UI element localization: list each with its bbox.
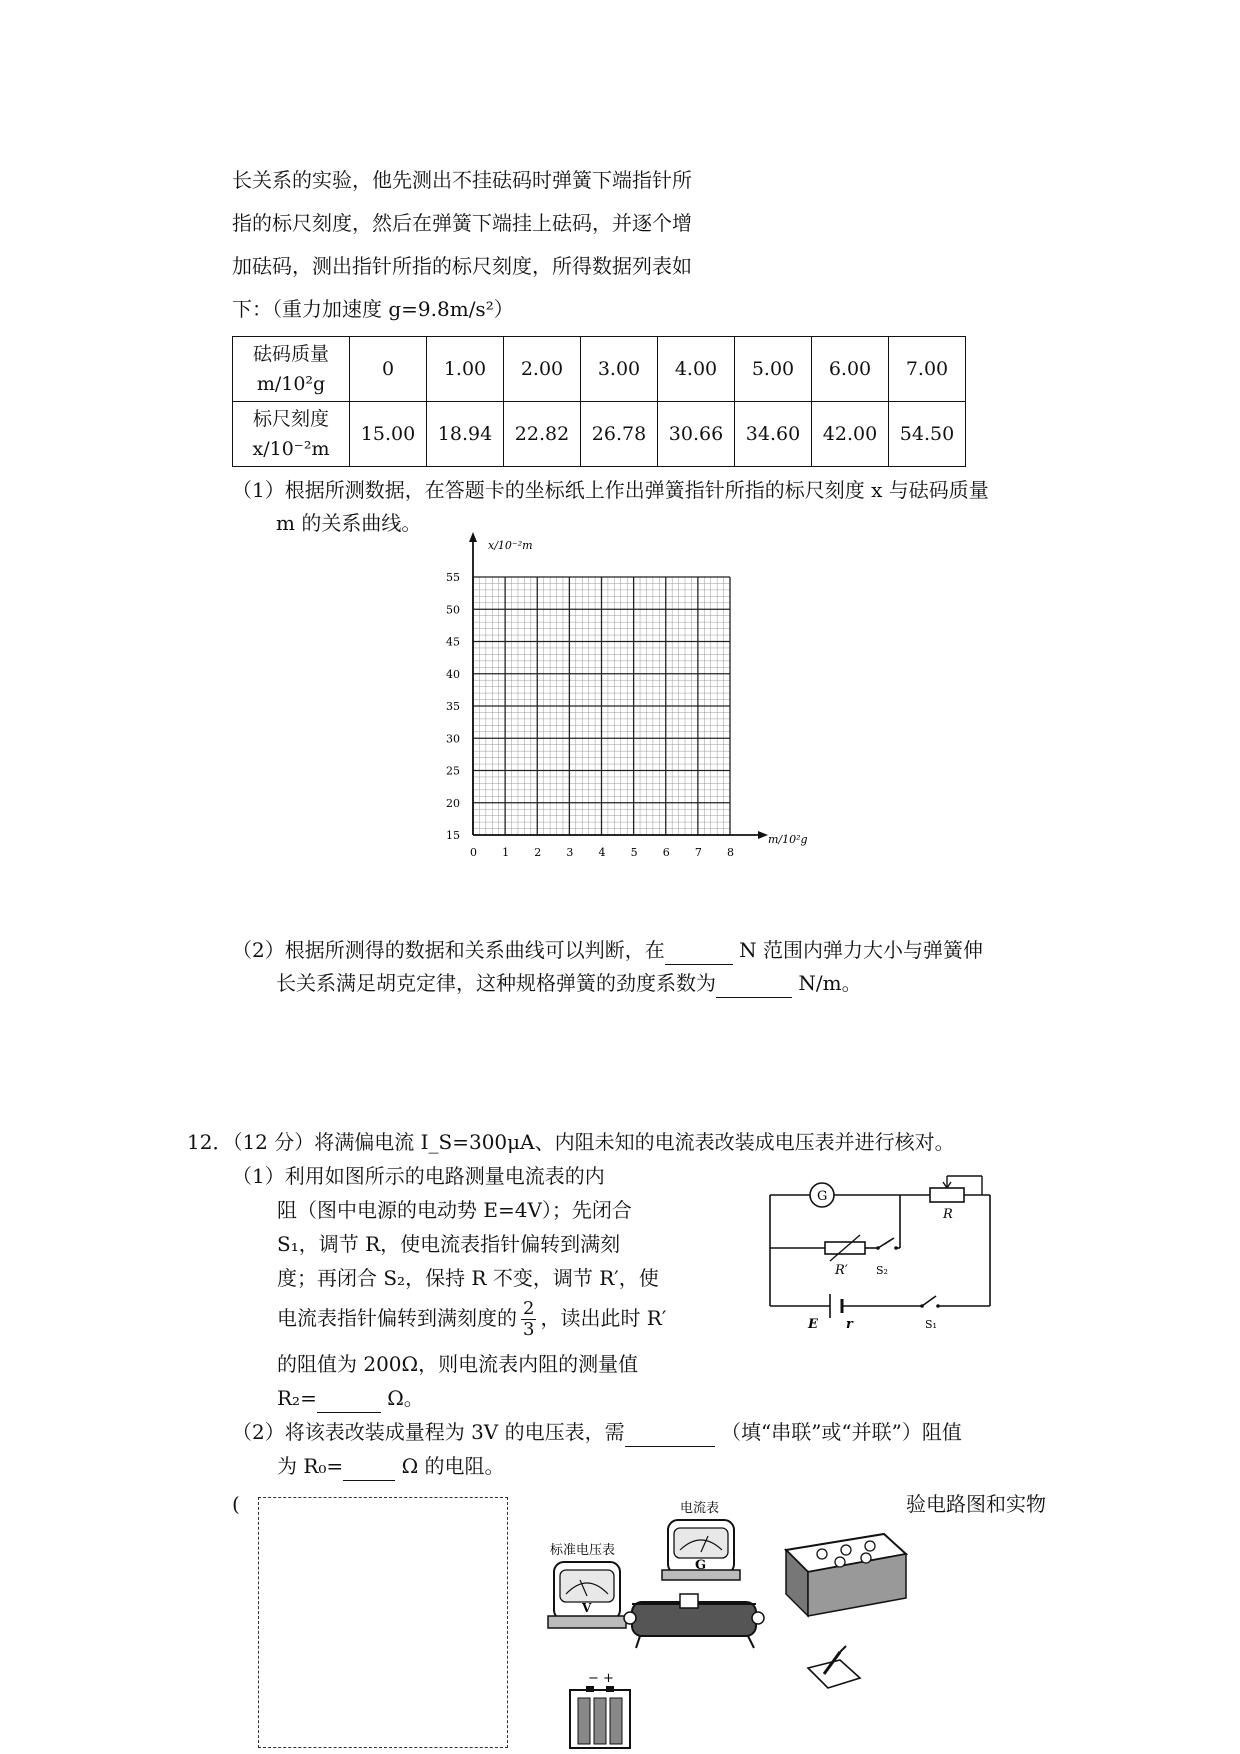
x-tick-label: 8 — [727, 846, 734, 859]
voltmeter-label: 标准电压表 — [550, 1543, 616, 1558]
x-axis-label: m/10²g — [768, 833, 808, 846]
q12-p1-line-6: 的阻值为 200Ω，则电流表内阻的测量值 — [277, 1352, 639, 1376]
y-tick-label: 30 — [446, 732, 460, 746]
y-tick-label: 35 — [446, 700, 460, 713]
slide-rheostat-icon — [624, 1594, 764, 1648]
equipment-illustration — [540, 1490, 910, 1750]
q12-title: 12．（12 分）将满偏电流 I_S=300μA、内阻未知的电流表改装成电压表并进行核对。 — [187, 1130, 955, 1154]
intro-line-4: 下：（重力加速度 g=9.8m/s²） — [232, 297, 514, 321]
q12-p3-end: 验电路图和实物 — [906, 1492, 1046, 1516]
intro-line-3: 加砝码，测出指针所指的标尺刻度，所得数据列表如 — [232, 254, 692, 278]
q12-p1-line-3: S₁，调节 R，使电流表指针偏转到满刻 — [277, 1232, 621, 1256]
q1-line-1: （1）根据所测数据，在答题卡的坐标纸上作出弹簧指针所指的标尺刻度 x 与砝码质量 — [232, 478, 989, 502]
switch1-symbol — [922, 1296, 936, 1306]
answer-blank-stiffness[interactable] — [716, 969, 792, 998]
battery-signs: − + — [588, 1671, 614, 1686]
scale-header: 标尺刻度 x/10⁻²m — [233, 402, 350, 467]
x-tick-label: 4 — [598, 846, 606, 859]
q12-p1-line-1: （1）利用如图所示的电路测量电流表的内 — [232, 1164, 605, 1188]
table-cell: 7.00 — [889, 337, 966, 402]
graph-paper — [440, 530, 820, 860]
galvanometer-label: G — [817, 1189, 828, 1204]
switch2-symbol — [878, 1238, 894, 1248]
q2-line-2: 长关系满足胡克定律，这种规格弹簧的劲度系数为 N/m。 — [276, 969, 862, 998]
q12-p1-line-2: 阻（图中电源的电动势 E=4V）；先闭合 — [277, 1198, 632, 1222]
x-tick-label: 0 — [470, 846, 477, 859]
answer-blank-resistance[interactable] — [317, 1384, 381, 1413]
q12-p1-line-5: 电流表指针偏转到满刻度的 $\frac{2}{3}$ ，读出此时 R′ — [277, 1298, 667, 1340]
x-tick-label: 5 — [630, 846, 638, 859]
battery-r-label: r — [846, 1317, 853, 1332]
x-tick-label: 1 — [502, 846, 510, 859]
y-tick-label: 20 — [446, 796, 460, 810]
x-tick-label: 6 — [662, 846, 670, 859]
table-cell: 26.78 — [581, 402, 658, 467]
rheostat-label: R — [943, 1207, 953, 1222]
answer-blank-connection[interactable] — [625, 1418, 715, 1447]
y-axis-label: x/10⁻²m — [488, 539, 533, 552]
y-tick-label: 55 — [446, 571, 460, 584]
q12-p2-line-1: （2）将该表改装成量程为 3V 的电压表，需 （填“串联”或“并联”）阻值 — [232, 1418, 962, 1447]
ammeter-icon — [662, 1520, 740, 1580]
voltmeter-icon — [548, 1562, 626, 1628]
y-tick-label: 45 — [446, 635, 460, 649]
fraction-two-thirds: $\frac{2}{3}$ — [523, 1298, 535, 1340]
table-cell: 42.00 — [812, 402, 889, 467]
table-cell: 15.00 — [350, 402, 427, 467]
circuit-diagram — [760, 1168, 1000, 1338]
circuit-drawing-box[interactable] — [258, 1497, 508, 1748]
voltmeter-symbol: V — [582, 1601, 592, 1615]
q12-p2-line-2: 为 R₀= Ω 的电阻。 — [277, 1452, 505, 1481]
x-tick-label: 2 — [534, 846, 542, 859]
table-cell: 2.00 — [504, 337, 581, 402]
table-cell: 34.60 — [735, 402, 812, 467]
switch2-label: S₂ — [876, 1264, 888, 1277]
q2-line-1: （2）根据所测得的数据和关系曲线可以判断，在 N 范围内弹力大小与弹簧伸 — [232, 936, 983, 965]
intro-line-1: 长关系的实验，他先测出不挂砝码时弹簧下端指针所 — [232, 168, 692, 192]
y-tick-label: 25 — [446, 764, 460, 778]
answer-blank-r0[interactable] — [343, 1452, 395, 1481]
y-tick-labels — [446, 571, 460, 842]
q12-p3-start: ( — [232, 1492, 240, 1516]
y-tick-label: 15 — [446, 829, 460, 842]
table-row-mass — [233, 337, 966, 402]
ammeter-symbol: G — [695, 1558, 707, 1573]
rheostat-symbol — [930, 1188, 964, 1202]
switch1-label: S₁ — [925, 1318, 937, 1331]
table-cell: 1.00 — [427, 337, 504, 402]
x-tick-label: 7 — [694, 846, 702, 859]
resistor-box-label: R′ — [835, 1263, 848, 1278]
y-tick-label: 50 — [446, 603, 460, 617]
table-cell: 30.66 — [658, 402, 735, 467]
battery-e-label: E — [808, 1317, 818, 1332]
answer-blank-range[interactable] — [665, 936, 733, 965]
table-cell: 4.00 — [658, 337, 735, 402]
q12-p1-line-7: R₂= Ω。 — [277, 1384, 424, 1413]
mass-header: 砝码质量 m/10²g — [233, 337, 350, 402]
q1-line-2: m 的关系曲线。 — [276, 511, 422, 535]
battery-icon — [570, 1686, 630, 1748]
data-table — [232, 336, 966, 467]
table-cell: 5.00 — [735, 337, 812, 402]
table-cell: 18.94 — [427, 402, 504, 467]
table-cell: 22.82 — [504, 402, 581, 467]
table-cell: 6.00 — [812, 337, 889, 402]
table-cell: 3.00 — [581, 337, 658, 402]
axes — [469, 532, 768, 839]
table-cell: 0 — [350, 337, 427, 402]
intro-line-2: 指的标尺刻度，然后在弹簧下端挂上砝码，并逐个增 — [232, 211, 692, 235]
q12-p1-line-4: 度；再闭合 S₂，保持 R 不变，调节 R′，使 — [277, 1266, 659, 1290]
knife-switch-icon — [808, 1646, 860, 1688]
x-tick-labels — [470, 846, 734, 859]
y-tick-label: 40 — [446, 667, 460, 681]
resistance-box-icon — [786, 1534, 906, 1616]
table-cell: 54.50 — [889, 402, 966, 467]
table-row-scale — [233, 402, 966, 467]
ammeter-label: 电流表 — [680, 1501, 720, 1516]
x-tick-label: 3 — [566, 846, 574, 859]
